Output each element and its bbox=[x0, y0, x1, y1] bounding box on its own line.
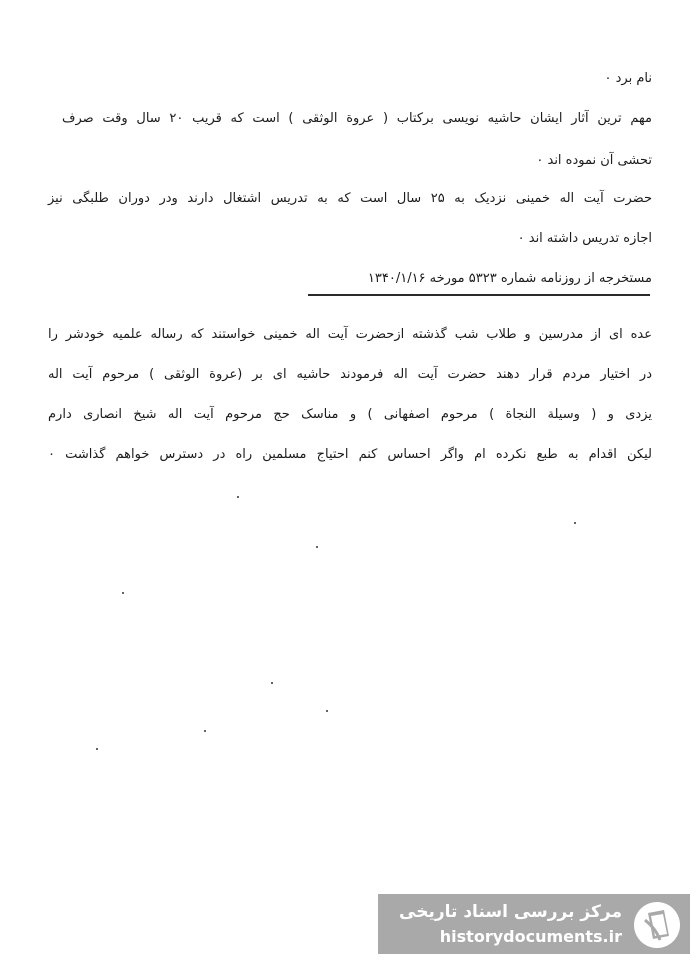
watermark bbox=[378, 894, 690, 954]
scan-speck bbox=[326, 710, 328, 712]
scan-speck bbox=[271, 682, 273, 684]
document-archive-logo-icon bbox=[632, 900, 682, 950]
scan-speck bbox=[122, 592, 124, 594]
scan-speck bbox=[316, 546, 318, 548]
scan-speck bbox=[237, 496, 239, 498]
scan-speck bbox=[96, 748, 98, 750]
text-line-1: نام برد ۰ bbox=[604, 71, 652, 86]
text-line-7: عده ای از مدرسین و طلاب شب گذشته ازحضرت آیت اله خمینی خواستند که رساله علمیه خودشر را bbox=[48, 327, 652, 342]
text-line-4: حضرت آیت اله خمینی نزدیک به ۲۵ سال است که به تدریس اشتغال دارند ودر دوران طلبگی نیز bbox=[48, 191, 652, 206]
text-line-5: اجازه تدریس داشته اند ۰ bbox=[517, 231, 652, 246]
watermark-url: historydocuments.ir bbox=[439, 927, 622, 946]
scan-speck bbox=[204, 730, 206, 732]
text-line-2: مهم ترین آثار ایشان حاشیه نویسی برکتاب ( عروة الوثقی ) است که قریب ۲۰ سال وقت صرف bbox=[62, 111, 652, 126]
citation-underline bbox=[308, 294, 650, 296]
source-citation: مستخرجه از روزنامه شماره ۵۳۲۳ مورخه ۱۳۴۰/۱/۱۶ bbox=[367, 271, 652, 286]
text-line-10: لیکن اقدام به طبع نکرده ام واگر احساس کنم احتیاج مسلمین راه در دسترس خواهم گذاشت ۰ bbox=[48, 447, 652, 462]
scan-speck bbox=[574, 522, 576, 524]
watermark-title: مرکز بررسی اسناد تاریخی bbox=[399, 902, 622, 922]
text-line-8: در اختیار مردم قرار دهند حضرت آیت اله فرمودند حاشیه ای بر (عروة الوثقی ) مرحوم آیت اله bbox=[48, 367, 652, 382]
text-line-3: تحشی آن نموده اند ۰ bbox=[536, 153, 652, 168]
text-line-9: یزدی و ( وسیلة النجاة ) مرحوم اصفهانی ) و مناسک حج مرحوم آیت اله شیخ انصاری دارم bbox=[48, 407, 652, 422]
